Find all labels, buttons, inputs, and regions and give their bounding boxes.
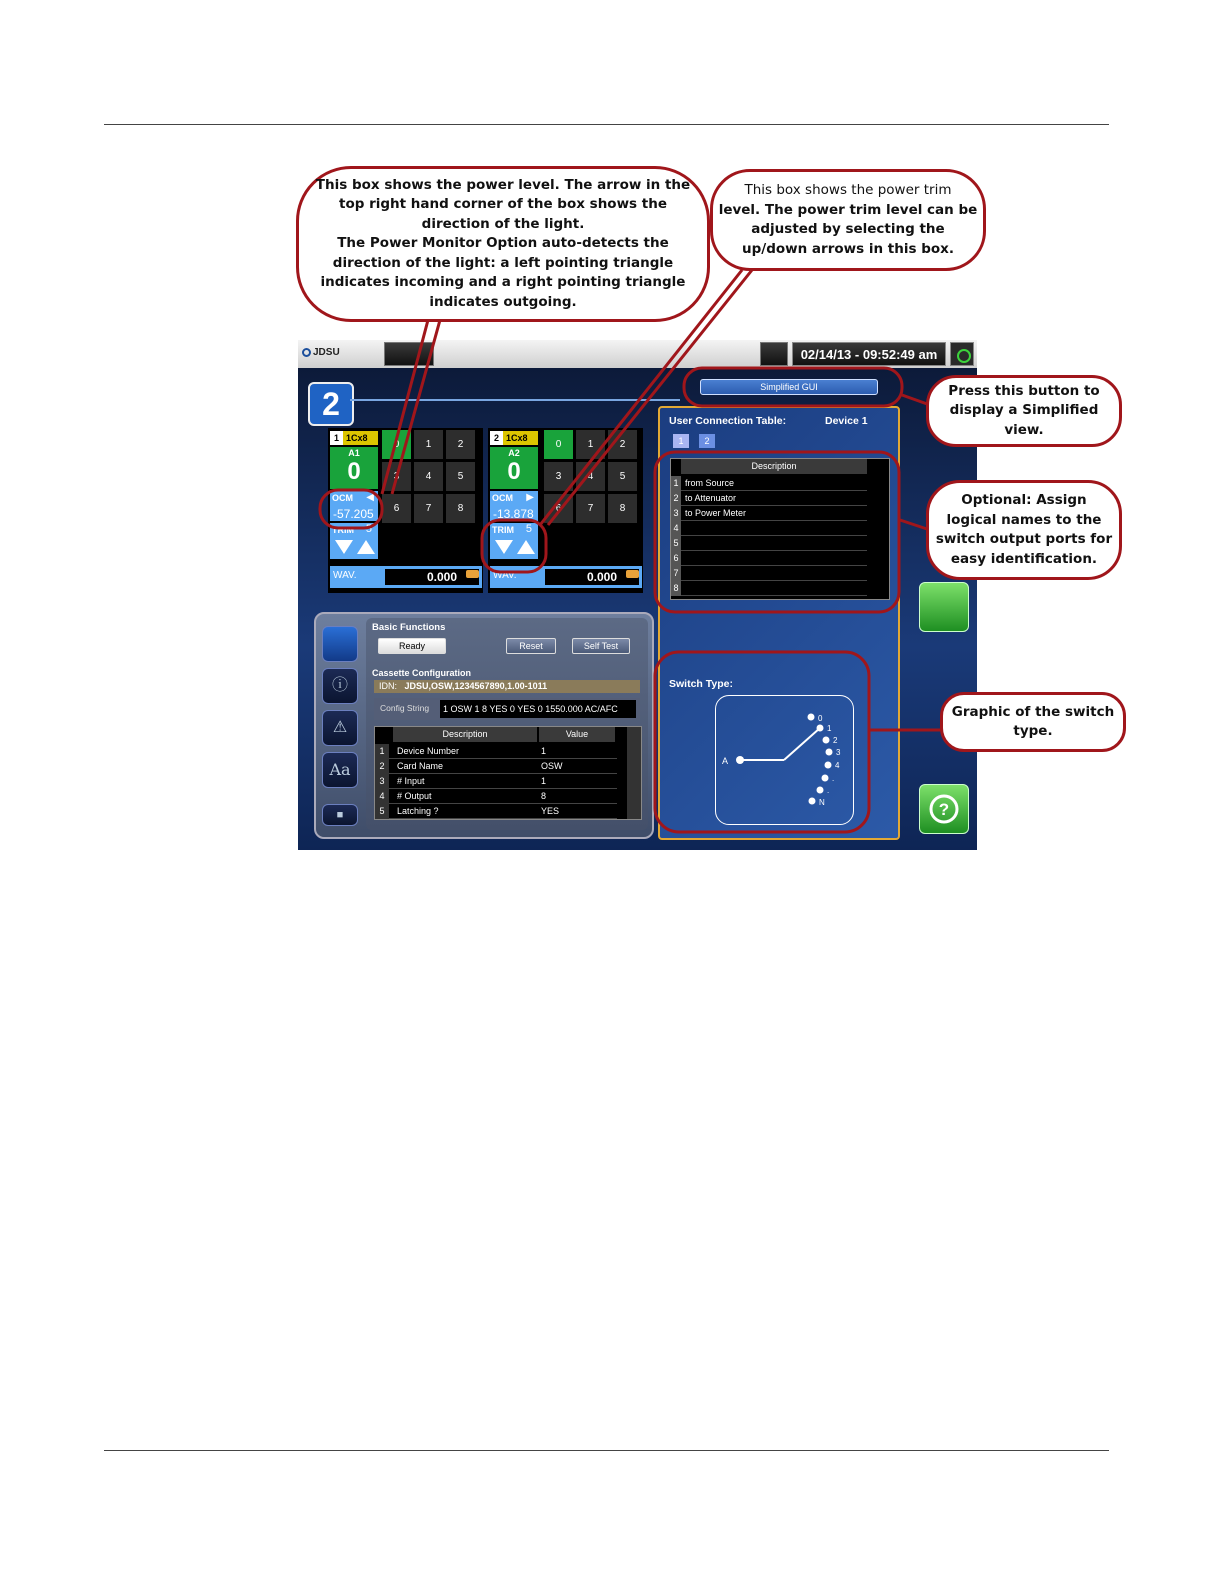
wavelength-field[interactable]: WAV. 0.000 <box>330 566 482 588</box>
table-header: Description <box>393 727 537 742</box>
port-button[interactable]: 8 <box>608 494 637 523</box>
svg-text:A: A <box>722 756 729 766</box>
device-tab-2[interactable]: 2 <box>699 434 715 448</box>
port-button[interactable]: 5 <box>446 462 475 491</box>
port-button[interactable]: 2 <box>446 430 475 459</box>
port-button[interactable]: 3 <box>382 462 411 491</box>
table-row[interactable]: 3 to Power Meter <box>671 506 867 521</box>
port-button[interactable]: 4 <box>414 462 443 491</box>
port-button[interactable]: 0 <box>544 430 573 459</box>
switch-type-label: Switch Type: <box>669 678 733 690</box>
table-row[interactable]: 2 to Attenuator <box>671 491 867 506</box>
svg-text:N: N <box>819 798 825 807</box>
port-button[interactable]: 7 <box>414 494 443 523</box>
table-row[interactable]: 4 # Output 8 <box>375 789 617 804</box>
channel-box[interactable]: A1 0 <box>330 447 378 489</box>
port-button[interactable]: 2 <box>608 430 637 459</box>
table-row[interactable]: 3 # Input 1 <box>375 774 617 789</box>
callout-simplified: Press this button to display a Simplified view. <box>926 375 1122 447</box>
config-string-field: Config String 1 OSW 1 8 YES 0 YES 0 1550.000 AC/AFC <box>374 698 640 720</box>
table-row[interactable]: 5 <box>671 536 867 551</box>
table-row[interactable]: 2 Card Name OSW <box>375 759 617 774</box>
svg-text:.: . <box>832 774 835 783</box>
callout-power-level: This box shows the power level. The arrow in the top right hand corner of the box shows the direction of the light. The Power Monitor Option auto-detects the direction of the light: a left pointing triangle indicates incoming and a right pointing triangle indicates outgoing. <box>296 166 710 322</box>
table-header: Value <box>539 727 615 742</box>
table-row[interactable]: 1 Device Number 1 <box>375 744 617 759</box>
channel-box[interactable]: A2 0 <box>490 447 538 489</box>
port-button[interactable]: 7 <box>576 494 605 523</box>
user-table-title: User Connection Table: <box>669 415 787 427</box>
port-button[interactable]: 6 <box>382 494 411 523</box>
ready-button[interactable]: Ready <box>378 638 446 654</box>
callout-power-trim: This box shows the power trim level. The power trim level can be adjusted by selecting the up/down arrows in this box. <box>710 169 986 271</box>
table-row[interactable]: 8 <box>671 581 867 596</box>
port-button[interactable]: 5 <box>608 462 637 491</box>
port-button[interactable]: 0 <box>382 430 411 459</box>
table-row[interactable]: 1 from Source <box>671 476 867 491</box>
svg-text:2: 2 <box>833 736 838 745</box>
port-button[interactable]: 3 <box>544 462 573 491</box>
info-icon[interactable]: ⓘ <box>322 668 358 704</box>
warning-icon[interactable]: ⚠ <box>322 710 358 746</box>
brand-logo: JDSU <box>302 347 340 358</box>
svg-text:3: 3 <box>836 748 841 757</box>
simplified-gui-button[interactable]: Simplified GUI <box>700 379 878 395</box>
table-row[interactable]: 7 <box>671 566 867 581</box>
port-button[interactable]: 8 <box>446 494 475 523</box>
font-icon[interactable]: Aa <box>322 752 358 788</box>
cassette-config-title: Cassette Configuration <box>372 668 472 678</box>
port-button[interactable]: 1 <box>414 430 443 459</box>
lock-icon[interactable]: ■ <box>322 804 358 826</box>
trim-box: TRIM 5 <box>490 523 538 559</box>
port-button[interactable]: 1 <box>576 430 605 459</box>
ocm-power-box: OCM ▶ -13.878 <box>490 491 538 521</box>
svg-text:.: . <box>827 786 830 795</box>
trim-box: TRIM 5 <box>330 523 378 559</box>
device-tab-1[interactable]: 1 <box>673 434 689 448</box>
callout-switch-graphic: Graphic of the switch type. <box>940 692 1126 752</box>
wavelength-field[interactable]: WAV. 0.000 <box>490 566 642 588</box>
ocm-power-box: OCM ◀ -57.205 <box>330 491 378 521</box>
device-label: Device 1 <box>825 415 868 427</box>
idn-field: IDN: JDSU,OSW,1234567890,1.00-1011 <box>374 680 640 693</box>
reset-button[interactable]: Reset <box>506 638 556 654</box>
direction-left-icon: ◀ <box>366 492 374 503</box>
direction-right-icon: ▶ <box>526 492 534 503</box>
port-button[interactable]: 4 <box>576 462 605 491</box>
svg-text:1: 1 <box>827 724 832 733</box>
card-header: 1 1Cx8 <box>330 431 378 445</box>
table-row[interactable]: 6 <box>671 551 867 566</box>
datetime-display: 02/14/13 - 09:52:49 am <box>792 342 946 366</box>
slot-number: 2 <box>308 382 354 426</box>
card-header: 2 1Cx8 <box>490 431 538 445</box>
callout-logical-names: Optional: Assign logical names to the switch output ports for easy identification. <box>926 480 1122 580</box>
table-header: Description <box>681 459 867 474</box>
port-button[interactable]: 6 <box>544 494 573 523</box>
svg-text:4: 4 <box>835 761 840 770</box>
basic-functions-title: Basic Functions <box>372 622 446 633</box>
self-test-button[interactable]: Self Test <box>572 638 630 654</box>
svg-text:0: 0 <box>818 714 823 723</box>
table-row[interactable]: 5 Latching ? YES <box>375 804 617 819</box>
svg-text:?: ? <box>938 800 950 819</box>
table-row[interactable]: 4 <box>671 521 867 536</box>
